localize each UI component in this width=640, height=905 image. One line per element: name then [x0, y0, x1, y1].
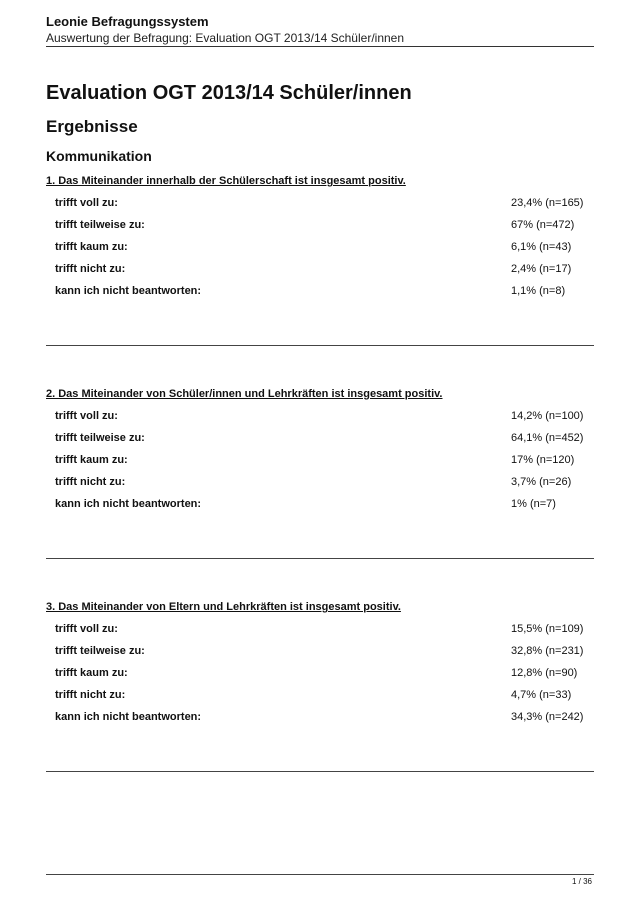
header-title: Leonie Befragungssystem — [46, 14, 209, 29]
answer-row — [46, 496, 594, 518]
answer-row — [46, 195, 594, 217]
answer-label: trifft voll zu: — [55, 410, 118, 422]
answer-row — [46, 452, 594, 474]
question-title: 3. Das Miteinander von Eltern und Lehrkräften ist insgesamt positiv. — [46, 601, 401, 613]
answer-label: kann ich nicht beantworten: — [55, 711, 202, 723]
answer-row — [46, 283, 594, 305]
answer-label: trifft voll zu: — [55, 623, 118, 635]
question-divider — [46, 345, 594, 346]
questions-list — [46, 173, 594, 812]
answer-label: trifft kaum zu: — [55, 241, 128, 253]
question-divider — [46, 558, 594, 559]
answer-value: 12,8% (n=90) — [511, 667, 578, 679]
question-divider — [46, 771, 594, 772]
answer-row — [46, 643, 594, 665]
answer-value: 14,2% (n=100) — [511, 410, 584, 422]
category-heading: Kommunikation — [46, 148, 152, 164]
answer-value: 64,1% (n=452) — [511, 432, 584, 444]
answer-value: 32,8% (n=231) — [511, 645, 584, 657]
answer-row — [46, 408, 594, 430]
answer-value: 15,5% (n=109) — [511, 623, 584, 635]
answer-label: trifft kaum zu: — [55, 667, 128, 679]
answer-label: trifft teilweise zu: — [55, 219, 145, 231]
answer-value: 34,3% (n=242) — [511, 711, 584, 723]
question-block — [46, 386, 594, 599]
answer-label: trifft nicht zu: — [55, 689, 126, 701]
answer-value: 1% (n=7) — [511, 498, 556, 510]
question-block — [46, 173, 594, 386]
answer-value: 1,1% (n=8) — [511, 285, 566, 297]
answer-label: trifft teilweise zu: — [55, 645, 145, 657]
answer-label: trifft voll zu: — [55, 197, 118, 209]
answer-label: trifft nicht zu: — [55, 263, 126, 275]
header-divider — [46, 46, 594, 47]
answer-row — [46, 430, 594, 452]
answer-value: 23,4% (n=165) — [511, 197, 584, 209]
question-block — [46, 599, 594, 812]
answer-value: 6,1% (n=43) — [511, 241, 572, 253]
answer-row — [46, 709, 594, 731]
header-subtitle: Auswertung der Befragung: Evaluation OGT 2013/14 Schüler/innen — [46, 31, 405, 45]
page-title: Evaluation OGT 2013/14 Schüler/innen — [46, 82, 412, 104]
answer-row — [46, 665, 594, 687]
answer-row — [46, 217, 594, 239]
answer-row — [46, 687, 594, 709]
section-heading: Ergebnisse — [46, 117, 138, 136]
footer-divider — [46, 874, 594, 875]
answer-value: 3,7% (n=26) — [511, 476, 572, 488]
page-number: 1 / 36 — [571, 877, 592, 886]
answer-row — [46, 261, 594, 283]
answer-label: trifft nicht zu: — [55, 476, 126, 488]
answer-label: trifft kaum zu: — [55, 454, 128, 466]
answer-label: kann ich nicht beantworten: — [55, 285, 202, 297]
answer-value: 17% (n=120) — [511, 454, 575, 466]
answer-label: trifft teilweise zu: — [55, 432, 145, 444]
answer-value: 67% (n=472) — [511, 219, 575, 231]
answer-value: 4,7% (n=33) — [511, 689, 572, 701]
answer-label: kann ich nicht beantworten: — [55, 498, 202, 510]
question-title: 2. Das Miteinander von Schüler/innen und Lehrkräften ist insgesamt positiv. — [46, 388, 443, 400]
answer-row — [46, 239, 594, 261]
question-title: 1. Das Miteinander innerhalb der Schülerschaft ist insgesamt positiv. — [46, 175, 406, 187]
answer-row — [46, 621, 594, 643]
answer-value: 2,4% (n=17) — [511, 263, 572, 275]
answer-row — [46, 474, 594, 496]
